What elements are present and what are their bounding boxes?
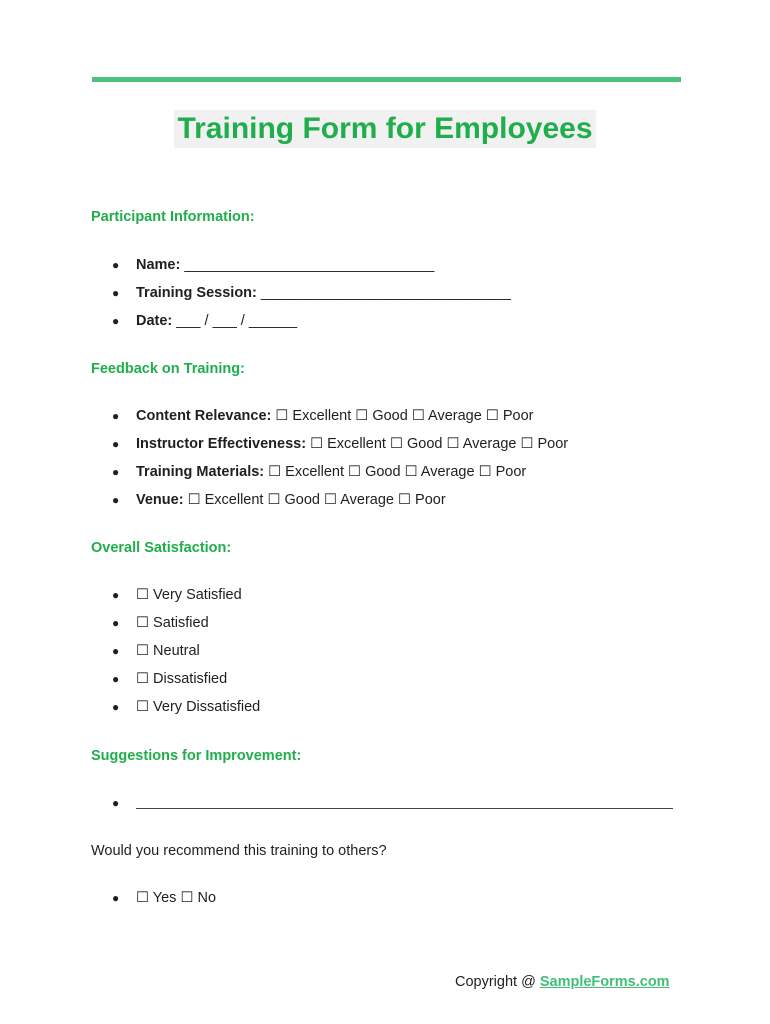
bullet: ● [112, 700, 120, 714]
bullet: ● [112, 493, 120, 507]
training-session-blank[interactable]: _______________________________ [260, 285, 511, 301]
bullet: ● [112, 796, 120, 810]
recommend-options[interactable] [112, 890, 216, 906]
feedback-label: Content Relevance: [136, 408, 272, 424]
rating-options[interactable]: ☐ Excellent ☐ Good ☐ Average ☐ Poor [187, 492, 446, 508]
name-label: Name: [136, 257, 181, 273]
suggestions-line[interactable] [136, 808, 673, 809]
suggestions-field[interactable] [112, 795, 673, 811]
date-blank[interactable]: ___ / ___ / ______ [176, 313, 298, 329]
training-session-field[interactable] [112, 285, 511, 301]
rating-options[interactable]: ☐ Excellent ☐ Good ☐ Average ☐ Poor [268, 464, 527, 480]
satisfaction-option-label[interactable]: ☐ Satisfied [136, 615, 209, 631]
feedback-heading: Feedback on Training: [91, 361, 245, 377]
top-rule [92, 77, 681, 82]
feedback-row-venue[interactable] [112, 492, 446, 508]
satisfaction-option-label[interactable]: ☐ Very Satisfied [136, 587, 242, 603]
satisfaction-option-label[interactable]: ☐ Very Dissatisfied [136, 699, 261, 715]
bullet: ● [112, 409, 120, 423]
bullet: ● [112, 891, 120, 905]
satisfaction-option[interactable] [112, 615, 209, 631]
satisfaction-option[interactable] [112, 587, 242, 603]
bullet: ● [112, 286, 120, 300]
satisfaction-heading: Overall Satisfaction: [91, 540, 232, 556]
bullet: ● [112, 588, 120, 602]
footer-copyright [455, 974, 670, 990]
name-blank[interactable]: _______________________________ [184, 257, 435, 273]
feedback-label: Instructor Effectiveness: [136, 436, 307, 452]
feedback-label: Training Materials: [136, 464, 265, 480]
recommend-options-label[interactable]: ☐ Yes ☐ No [136, 890, 217, 906]
suggestions-heading: Suggestions for Improvement: [91, 748, 302, 764]
satisfaction-option-label[interactable]: ☐ Neutral [136, 643, 200, 659]
brand-link[interactable]: SampleForms.com [539, 974, 670, 990]
bullet: ● [112, 616, 120, 630]
bullet: ● [112, 672, 120, 686]
satisfaction-option[interactable] [112, 699, 260, 715]
feedback-row-instructor-effectiveness[interactable] [112, 436, 568, 452]
satisfaction-option[interactable] [112, 643, 200, 659]
date-label: Date: [136, 313, 173, 329]
satisfaction-option[interactable] [112, 671, 227, 687]
bullet: ● [112, 314, 120, 328]
page-title: Training Form for Employees [174, 110, 595, 148]
feedback-row-content-relevance[interactable] [112, 408, 533, 424]
feedback-row-training-materials[interactable] [112, 464, 526, 480]
bullet: ● [112, 437, 120, 451]
feedback-label: Venue: [136, 492, 184, 508]
training-session-label: Training Session: [136, 285, 257, 301]
rating-options[interactable]: ☐ Excellent ☐ Good ☐ Average ☐ Poor [275, 408, 534, 424]
satisfaction-option-label[interactable]: ☐ Dissatisfied [136, 671, 228, 687]
rating-options[interactable]: ☐ Excellent ☐ Good ☐ Average ☐ Poor [310, 436, 569, 452]
date-field[interactable] [112, 313, 297, 329]
copyright-text: Copyright @ [455, 974, 540, 990]
recommend-question: Would you recommend this training to others? [91, 843, 387, 859]
bullet: ● [112, 465, 120, 479]
bullet: ● [112, 644, 120, 658]
name-field[interactable] [112, 257, 434, 273]
participant-heading: Participant Information: [91, 209, 255, 225]
bullet: ● [112, 258, 120, 272]
